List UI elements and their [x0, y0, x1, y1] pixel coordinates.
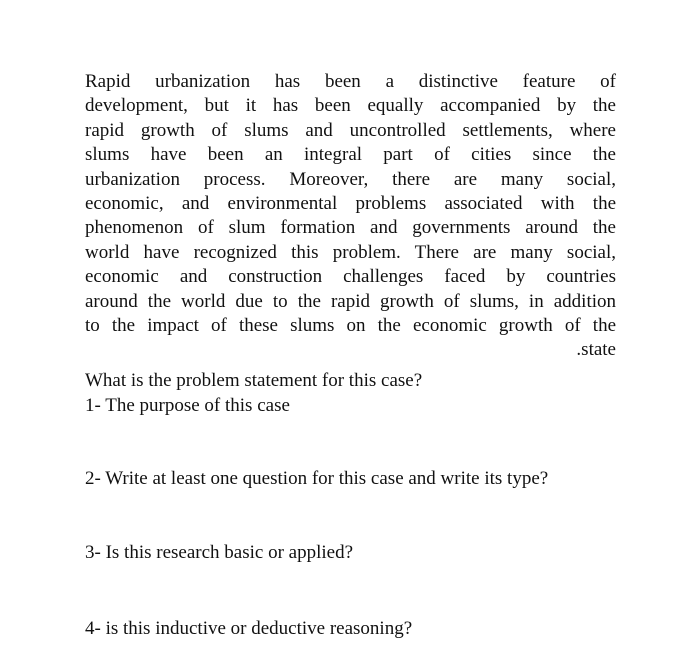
- paragraph-line: world have recognized this problem. There are many social,: [85, 241, 616, 263]
- paragraph-line: phenomenon of slum formation and governments around the: [85, 217, 616, 239]
- paragraph-line-last: .state: [576, 339, 616, 361]
- paragraph-line: to the impact of these slums on the economic growth of the: [85, 315, 616, 337]
- question-3: 3- Is this research basic or applied?: [85, 542, 354, 563]
- question-4: 4- is this inductive or deductive reasoning?: [85, 618, 413, 639]
- problem-statement-question: What is the problem statement for this case?: [85, 370, 423, 391]
- paragraph-line: slums have been an integral part of cities since the: [85, 144, 616, 166]
- case-paragraph: [85, 70, 616, 363]
- question-1: 1- The purpose of this case: [85, 395, 290, 416]
- paragraph-line: economic and construction challenges faced by countries: [85, 266, 616, 288]
- paragraph-line: Rapid urbanization has been a distinctive feature of: [85, 71, 616, 92]
- paragraph-line: rapid growth of slums and uncontrolled settlements, where: [85, 119, 616, 141]
- question-2: 2- Write at least one question for this case and write its type?: [85, 468, 549, 489]
- paragraph-line: around the world due to the rapid growth of slums, in addition: [85, 290, 616, 312]
- paragraph-line: development, but it has been equally accompanied by the: [85, 95, 616, 117]
- paragraph-line: urbanization process. Moreover, there are many social,: [85, 168, 616, 190]
- paragraph-line: economic, and environmental problems associated with the: [85, 193, 616, 215]
